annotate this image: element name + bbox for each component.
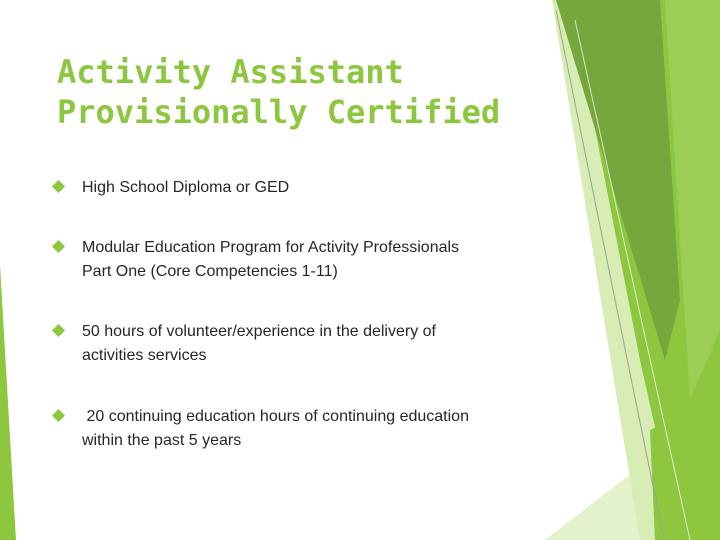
diamond-bullet-icon: [52, 409, 65, 422]
diamond-bullet-icon: [52, 324, 65, 337]
bullet-text: High School Diploma or GED: [82, 179, 290, 196]
diamond-bullet-icon: [52, 180, 65, 193]
diamond-bullet-icon: [52, 240, 65, 253]
slide-title-line-2: Provisionally Certified: [57, 93, 501, 131]
slide-title-line-1: Activity Assistant: [57, 53, 404, 91]
bullet-text: 20 continuing education hours of continuing education within the past 5 years: [82, 408, 469, 449]
left-edge-facet: [0, 265, 16, 540]
bullet-text: Modular Education Program for Activity Professionals Part One (Core Competencies 1-11): [82, 239, 460, 280]
slide-title: [57, 52, 577, 132]
bullet-text: 50 hours of volunteer/experience in the delivery of activities services: [82, 323, 436, 364]
